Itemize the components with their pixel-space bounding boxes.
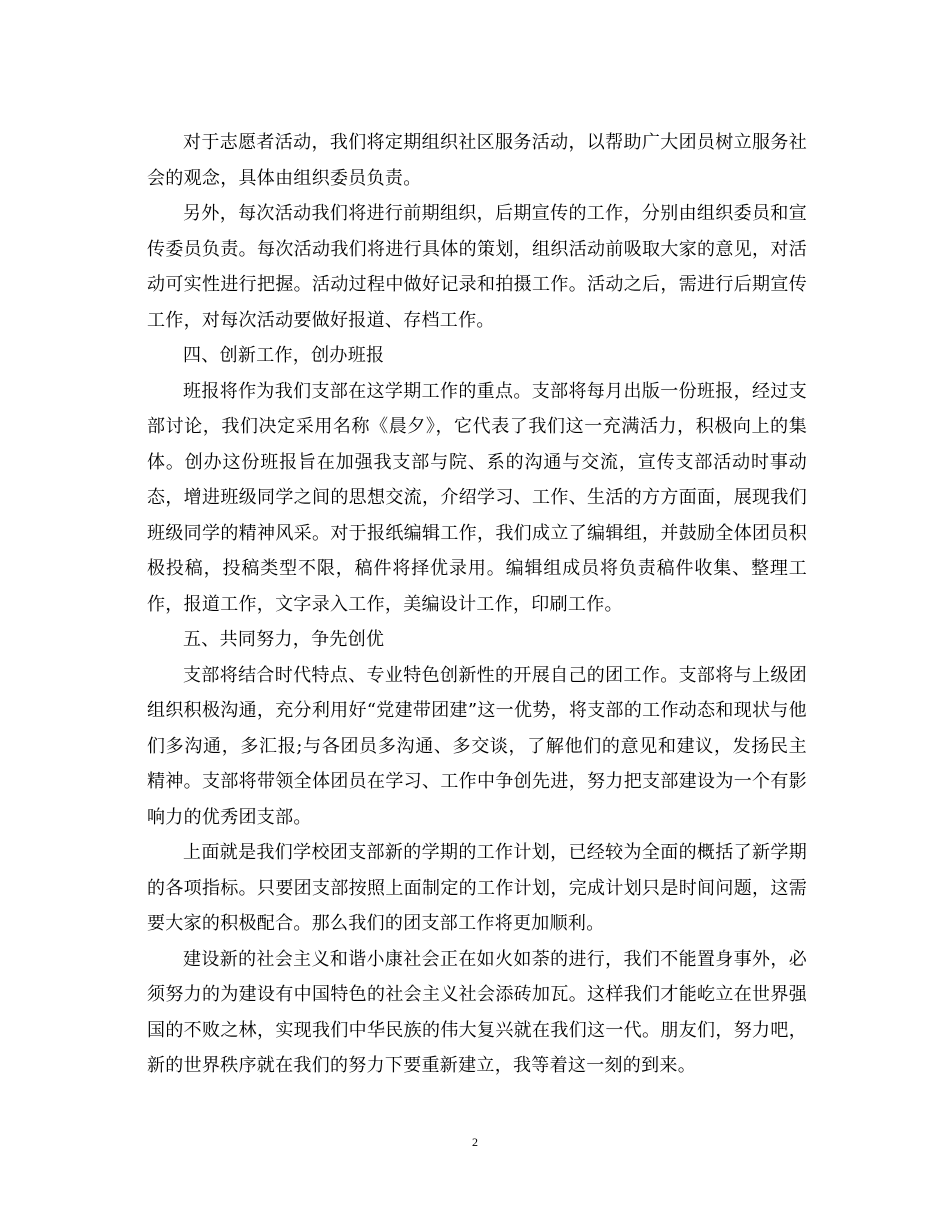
paragraph-joint-effort: 支部将结合时代特点、专业特色创新性的开展自己的团工作。支部将与上级团组织积极沟通，充分利用好“党建带团建”这一优势，将支部的工作动态和现状与他们多沟通，多汇报;与各团员多沟通、多交谈，了解他们的意见和建议，发扬民主精神。支部将带领全体团员在学习、工作中争创先进，努力把支部建设为一个有影响力的优秀团支部。	[147, 664, 807, 828]
section-heading-class-newspaper: 四、创新工作，创办班报	[183, 345, 385, 366]
page-number: 2	[472, 1135, 478, 1149]
paragraph-volunteer-activities: 对于志愿者活动，我们将定期组织社区服务活动，以帮助广大团员树立服务社会的观念，具体由组织委员负责。	[147, 132, 807, 189]
paragraph-activity-organization: 另外，每次活动我们将进行前期组织，后期宣传的工作，分别由组织委员和宣传委员负责。每次活动我们将进行具体的策划，组织活动前吸取大家的意见，对活动可实性进行把握。活动过程中做好记录和拍摄工作。活动之后，需进行后期宣传工作，对每次活动要做好报道、存档工作。	[147, 203, 807, 331]
paragraph-plan-summary: 上面就是我们学校团支部新的学期的工作计划，已经较为全面的概括了新学期的各项指标。只要团支部按照上面制定的工作计划，完成计划只是时间问题，这需要大家的积极配合。那么我们的团支部工作将更加顺利。	[147, 842, 807, 934]
section-heading-joint-effort: 五、共同努力，争先创优	[183, 629, 385, 650]
document-body	[147, 125, 807, 1084]
paragraph-class-newspaper: 班报将作为我们支部在这学期工作的重点。支部将每月出版一份班报，经过支部讨论，我们决定采用名称《晨夕》，它代表了我们这一充满活力，积极向上的集体。创办这份班报旨在加强我支部与院、系的沟通与交流，宣传支部活动时事动态，增进班级同学之间的思想交流，介绍学习、工作、生活的方方面面，展现我们班级同学的精神风采。对于报纸编辑工作，我们成立了编辑组，并鼓励全体团员积极投稿，投稿类型不限，稿件将择优录用。编辑组成员将负责稿件收集、整理工作，报道工作，文字录入工作，美编设计工作，印刷工作。	[147, 380, 807, 615]
paragraph-closing: 建设新的社会主义和谐小康社会正在如火如荼的进行，我们不能置身事外，必须努力的为建设有中国特色的社会主义社会添砖加瓦。这样我们才能屹立在世界强国的不败之林，实现我们中华民族的伟大复兴就在我们这一代。朋友们，努力吧，新的世界秩序就在我们的努力下要重新建立，我等着这一刻的到来。	[147, 948, 807, 1076]
